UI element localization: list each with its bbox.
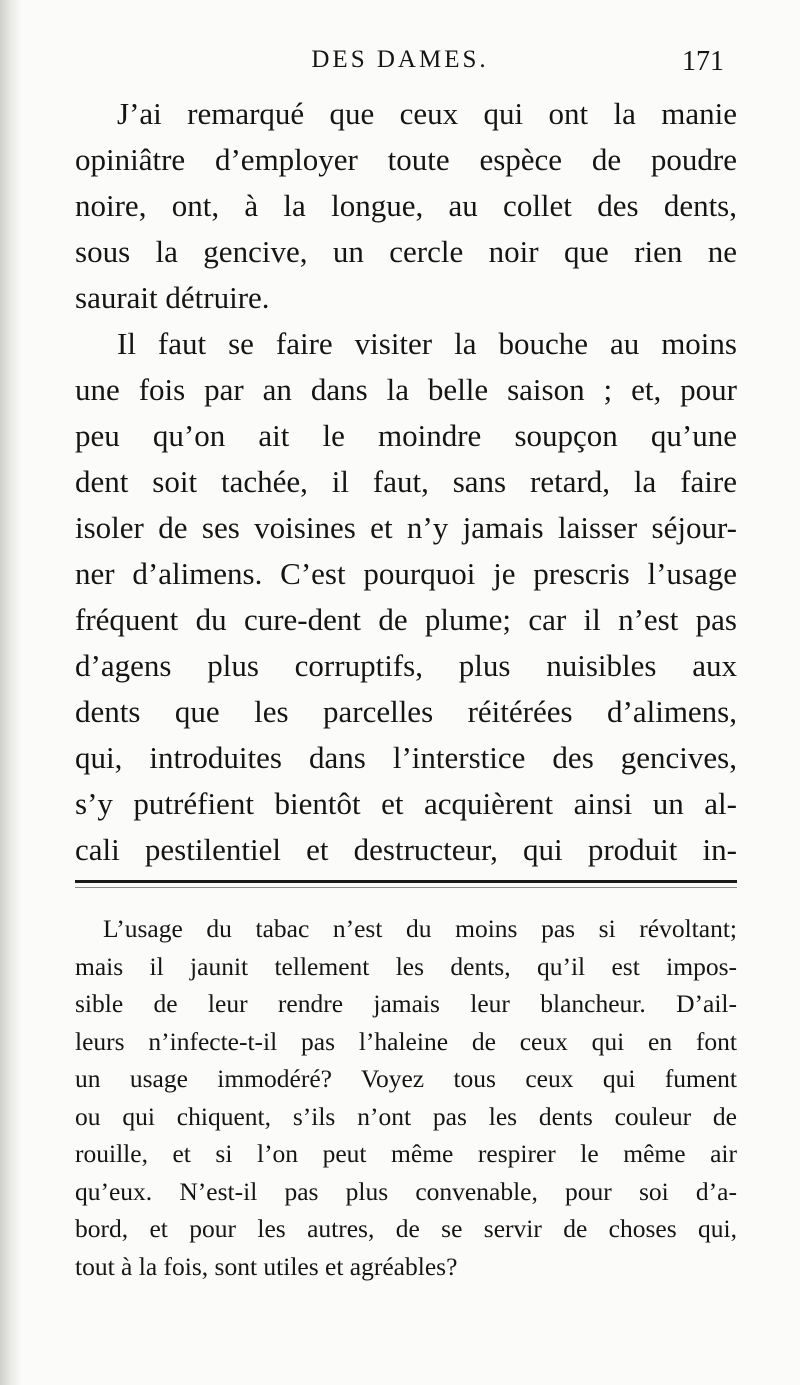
footnote-line: tout à la fois, sont utiles et agréables? <box>75 1251 458 1281</box>
text-line: peu qu’on ait le moindre soupçon qu’une <box>75 418 737 453</box>
text-line: fréquent du cure-dent de plume; car il n’est pas <box>75 602 737 637</box>
footnote-line: mais il jaunit tellement les dents, qu’il est impos- <box>75 951 737 981</box>
footnote <box>75 910 737 1285</box>
text-line: s’y putréfient bientôt et acquièrent ainsi un al- <box>75 786 737 821</box>
text-line: opiniâtre d’employer toute espèce de poudre <box>75 142 737 177</box>
page-gutter-shadow <box>0 0 22 1385</box>
footnote-line: un usage immodéré? Voyez tous ceux qui fument <box>75 1064 737 1093</box>
text-line: dents que les parcelles réitérées d’alimens, <box>75 694 737 729</box>
footnote-line: leurs n’infecte-t-il pas l’haleine de ceux qui en font <box>75 1026 737 1056</box>
footnote-line: ou qui chiquent, s’ils n’ont pas les dents couleur de <box>75 1101 737 1131</box>
text-line: isoler de ses voisines et n’y jamais laisser séjour- <box>75 510 737 545</box>
text-line: sous la gencive, un cercle noir que rien ne <box>75 234 737 269</box>
text-line: une fois par an dans la belle saison ; et, pour <box>75 372 737 407</box>
text-line: cali pestilentiel et destructeur, qui produit in- <box>75 832 737 867</box>
text-line: noire, ont, à la longue, au collet des dents, <box>75 188 737 223</box>
page-number: 171 <box>682 46 724 77</box>
text-line: qui, introduites dans l’interstice des gencives, <box>75 740 737 775</box>
text-line: Il faut se faire visiter la bouche au moins <box>117 326 737 361</box>
text-line: ner d’alimens. C’est pourquoi je prescris l’usage <box>75 556 737 591</box>
running-title: DES DAMES. <box>311 46 489 73</box>
text-line: d’agens plus corruptifs, plus nuisibles aux <box>75 648 737 683</box>
footnote-line: sible de leur rendre jamais leur blancheur. D’ail- <box>75 989 737 1018</box>
footnote-line: rouille, et si l’on peut même respirer le même air <box>75 1139 737 1168</box>
footnote-line: bord, et pour les autres, de se servir de choses qui, <box>75 1214 737 1243</box>
text-line: dent soit tachée, il faut, sans retard, la faire <box>75 464 737 499</box>
footnote-line: qu’eux. N’est-il pas plus convenable, pour soi d’a- <box>75 1176 737 1206</box>
footnote-line: L’usage du tabac n’est du moins pas si révoltant; <box>103 914 737 943</box>
footnote-rule-thin <box>75 887 737 888</box>
footnote-rule <box>75 880 737 883</box>
main-text <box>75 91 737 873</box>
text-line: saurait détruire. <box>75 280 270 315</box>
text-line: J’ai remarqué que ceux qui ont la manie <box>117 96 737 131</box>
